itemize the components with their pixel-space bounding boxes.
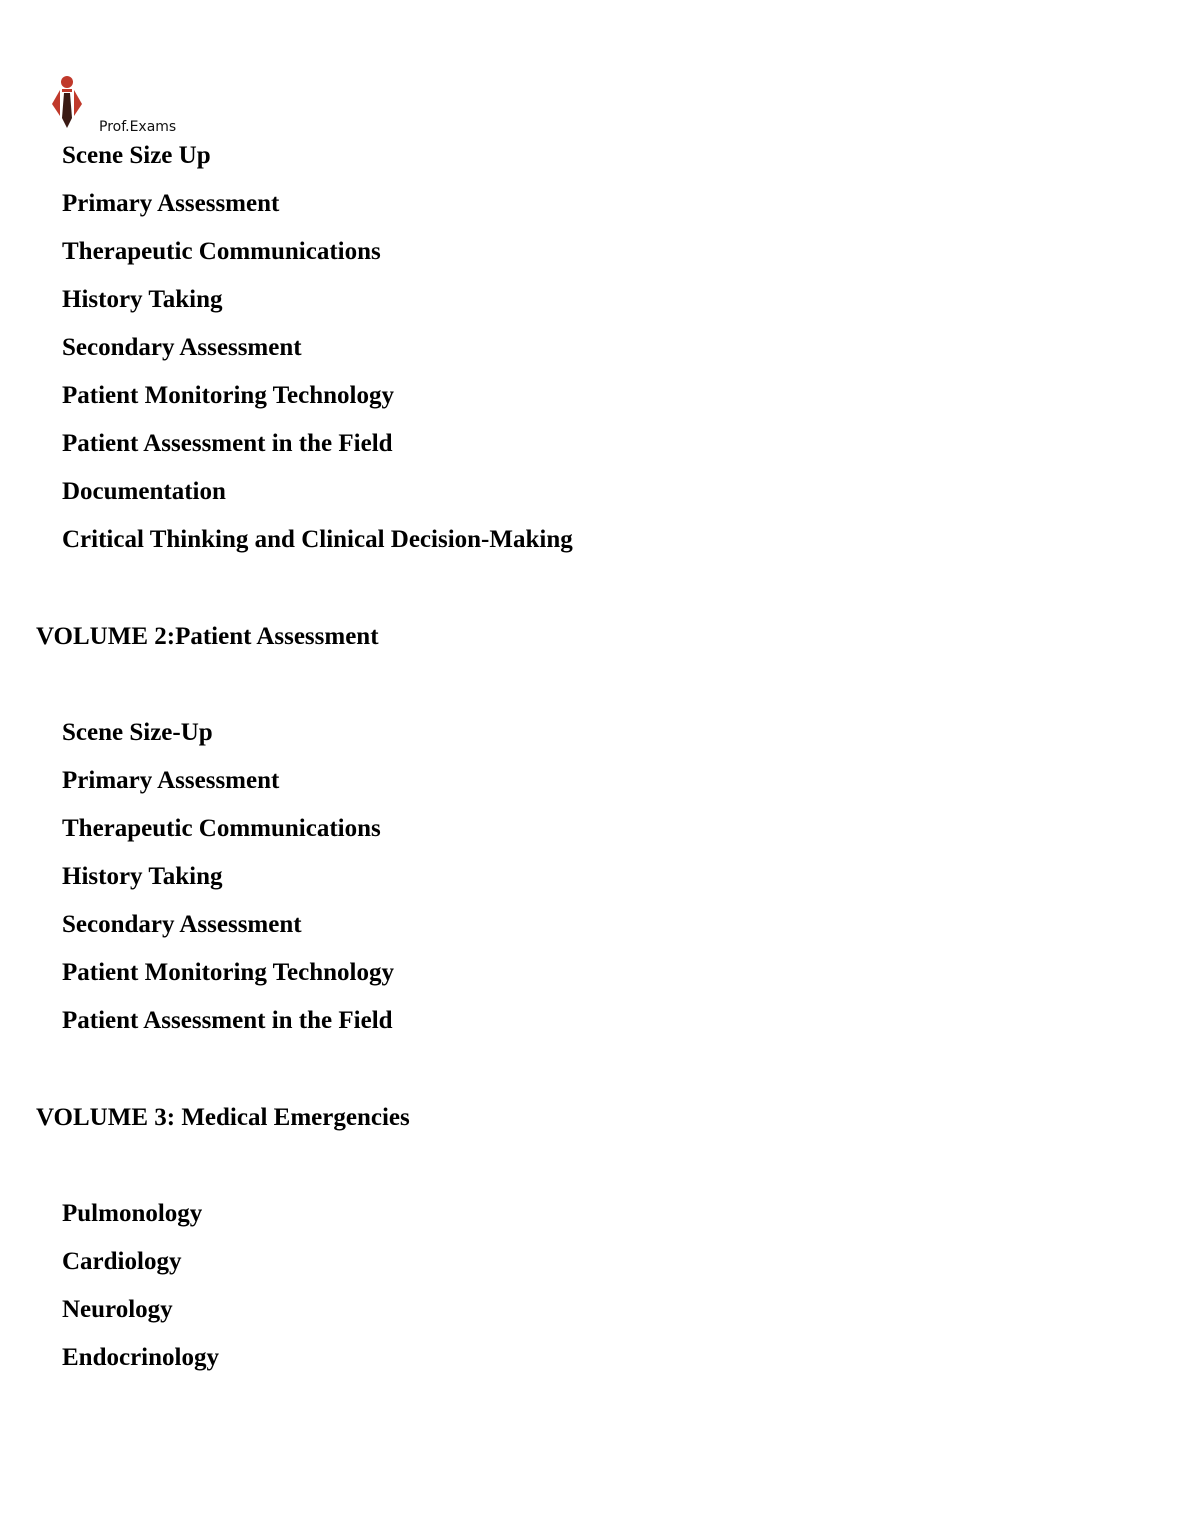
list-item: Primary Assessment <box>62 190 280 217</box>
list-item: Endocrinology <box>62 1344 219 1371</box>
list-item: Patient Assessment in the Field <box>62 1007 393 1034</box>
section-volume-3 <box>0 1094 1190 1382</box>
document-body <box>0 132 1190 1382</box>
section-volume-2 <box>0 613 1190 1045</box>
list-item: Secondary Assessment <box>62 911 302 938</box>
list-item: Neurology <box>62 1296 173 1323</box>
list-item: Cardiology <box>62 1248 182 1275</box>
section-1 <box>0 132 1190 564</box>
list-item: Secondary Assessment <box>62 334 302 361</box>
section-heading: VOLUME 2:Patient Assessment <box>36 623 379 650</box>
list-item: Critical Thinking and Clinical Decision-Making <box>62 526 573 553</box>
brand-name: Prof.Exams <box>99 119 177 135</box>
section-heading: VOLUME 3: Medical Emergencies <box>36 1104 410 1131</box>
list-item: Therapeutic Communications <box>62 238 381 265</box>
list-item: Documentation <box>62 478 226 505</box>
list-item: Patient Monitoring Technology <box>62 382 394 409</box>
list-item: Patient Assessment in the Field <box>62 430 393 457</box>
list-item: History Taking <box>62 863 223 890</box>
list-item: Primary Assessment <box>62 767 280 794</box>
list-item: Patient Monitoring Technology <box>62 959 394 986</box>
list-item: Pulmonology <box>62 1200 203 1227</box>
prof-exams-logo-icon <box>50 74 90 132</box>
list-item: Therapeutic Communications <box>62 815 381 842</box>
list-item: Scene Size-Up <box>62 719 213 746</box>
list-item: Scene Size Up <box>62 142 211 169</box>
list-item: History Taking <box>62 286 223 313</box>
